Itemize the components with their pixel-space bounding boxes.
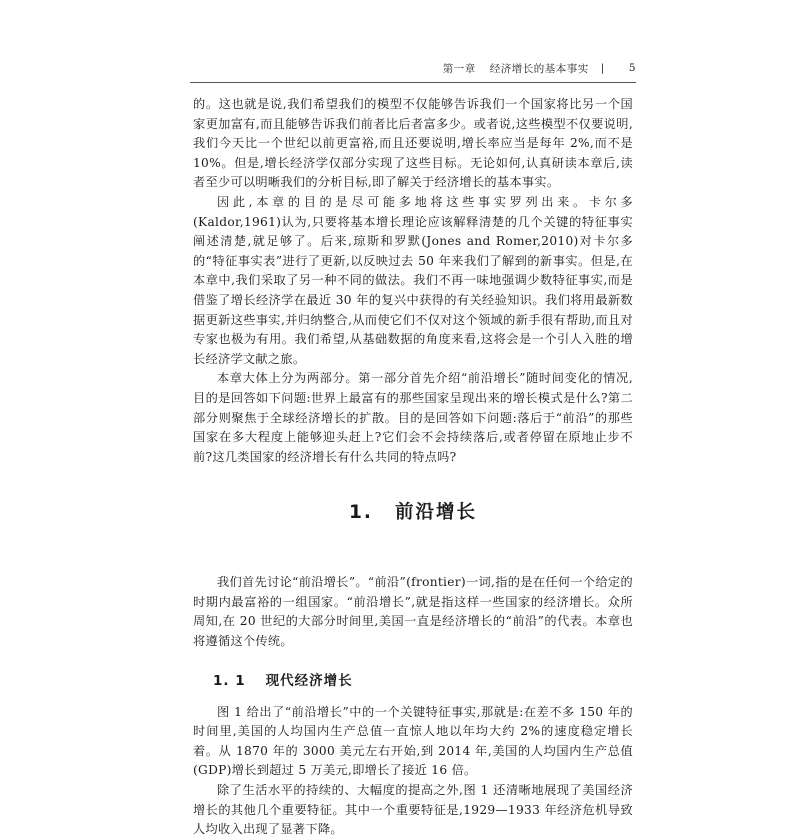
running-header [190, 59, 636, 77]
subsection-title-text: 现代经济增长 [265, 672, 353, 689]
paragraph-frontier: 我们首先讨论“前沿增长”。“前沿”(frontier)一词,指的是在任何一个给定的时期内最富裕的一组国家。“前沿增长”,就是指这样一些国家的经济增长。众所周知,在 20 世纪的大部分时间里,美国一直是经济增长的“前沿”的代表。本章也将遵循这个传统。 [193, 575, 633, 649]
header-separator: | [600, 62, 605, 74]
section-heading [193, 496, 633, 530]
paragraph-kaldor: 因此,本章的目的是尽可能多地将这些事实罗列出来。卡尔多(Kaldor,1961)认为,只要将基本增长理论应该解释清楚的几个关键的特征事实阐述清楚,就足够了。后来,琼斯和罗默(Jones and Romer,2010)对卡尔多的“特征事实表”进行了更新,以反映过去 50 年来我们了解到的新事实。但是,在本章中,我们采取了另一种不同的做法。我们不再一味地强调少数特征事实,而是借鉴了增长经济学在最近 30 年的复兴中获得的有关经验知识。我们将用最新数据更新这些事实,并归纳整合,从而使它们不仅对这个领域的新手很有帮助,而且对专家也极为有用。我们希望,从基础数据的角度来看,这将会是一个引人入胜的增长经济学文献之旅。 [193, 194, 633, 366]
section-number: 1. [349, 502, 373, 524]
paragraph-continued: 的。这也就是说,我们希望我们的模型不仅能够告诉我们一个国家将比另一个国家更加富有,而且能够告诉我们前者比后者富多少。或者说,这些模型不仅要说明,我们今天比一个世纪以前更富裕,而且还要说明,增长率应当是每年 2%,而不是 10%。但是,增长经济学仅部分实现了这些目标。无论如何,认真研读本章后,读者至少可以明晰我们的分析目标,即了解关于经济增长的基本事实。 [193, 97, 633, 190]
chapter-title: 经济增长的基本事实 [489, 62, 589, 75]
subsection-number: 1. 1 [213, 672, 246, 689]
chapter-label: 第一章 [442, 62, 476, 75]
heading-spacer [193, 530, 633, 573]
section-title-text: 前沿增长 [394, 502, 477, 524]
page-body [193, 95, 633, 840]
subsection-heading [213, 669, 633, 693]
paragraph-chapter-outline: 本章大体上分为两部分。第一部分首先介绍“前沿增长”随时间变化的情况,目的是回答如下问题:世界上最富有的那些国家呈现出来的增长模式是什么?第二部分则聚焦于全球经济增长的扩散。目的是回答如下问题:落后于“前沿”的那些国家在多大程度上能够迎头赶上?它们会不会持续落后,或者停留在原地止步不前?这几类国家的经济增长有什么共同的特点吗? [193, 371, 633, 464]
header-rule [190, 82, 636, 83]
page-number: 5 [628, 62, 636, 74]
paragraph-other-features: 除了生活水平的持续的、大幅度的提高之外,图 1 还清晰地展现了美国经济增长的其他几个重要特征。其中一个重要特征是,1929—1933 年经济危机导致人均收入出现了显著下降。 [193, 783, 633, 837]
paragraph-figure1: 图 1 给出了“前沿增长”中的一个关键特征事实,那就是:在差不多 150 年的时间里,美国的人均国内生产总值一直惊人地以年均大约 2%的速度稳定增长着。从 1870 年的 3000 美元左右开始,到 2014 年,美国的人均国内生产总值(GDP)增长到超过 5 万美元,即增长了接近 16 倍。 [193, 704, 633, 778]
